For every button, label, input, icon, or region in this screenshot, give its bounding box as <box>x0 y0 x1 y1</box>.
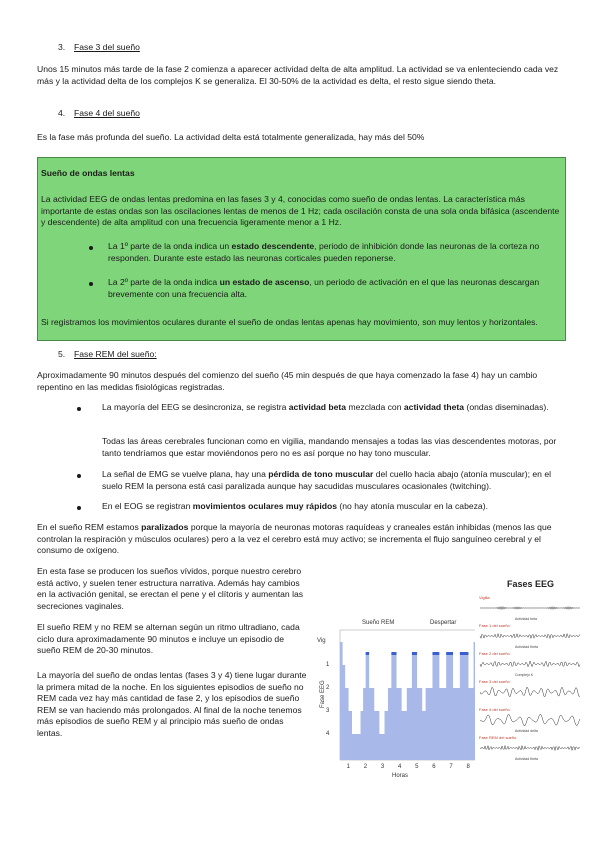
rem-bullet-2: La señal de EMG se vuelve plana, hay una pérdida de tono muscular del cuello hacia abajo (atonía muscular); en el suelo REM la persona está casi paralizada aunque hay sacudidas musculares ocasionales (twitching). <box>102 469 552 491</box>
eeg-row-sublabel: Actividad delta <box>515 729 538 733</box>
rem-para-4: La mayoría del sueño de ondas lentas (fases 3 y 4) tiene lugar durante la primera mitad de la noche. En los siguientes episodios de sueño no REM cada vez hay más cantidad de fase 2, y los episodios de sueño REM se van haciendo más prolongados. Al final de la noche tenemos más episodios de sueño REM y al principio más sueño de ondas lentas. <box>37 670 307 738</box>
tick-label: 1 <box>326 662 330 668</box>
rem-segment <box>366 652 369 655</box>
heading-title: Fase REM del sueño: <box>74 349 157 359</box>
eeg-row-sublabel: Actividad theta <box>515 757 538 761</box>
x-axis-label: Horas <box>392 773 409 779</box>
rem-para-1: En el sueño REM estamos paralizados porque la mayoría de neuronas motoras raquídeas y craneales están inhibidas (menos las que controlan la respiración y músculos oculares) pero a la vez el cerebro está muy activo; se incrementa el flujo sanguíneo cerebral y el consumo de oxígeno. <box>37 522 552 556</box>
rem-segment <box>432 652 439 655</box>
fase3-text: Unos 15 minutos más tarde de la fase 2 comienza a aparecer actividad delta de alta amplitud. La actividad se va enlenteciendo cada vez más y la actividad delta de los complejos K se generaliza. El 30-50% de la actividad es delta, el resto sigue siendo theta. <box>37 64 559 86</box>
rem-bullet-1-extra: Todas las áreas cerebrales funcionan como en vigilia, mandando mensajes a todas las vias descendentes motoras, por tanto tendríamos que estar moviéndonos pero no es así porque no hay tono muscular. <box>102 436 557 458</box>
tick-label: 3 <box>326 708 330 714</box>
heading-rem <box>58 349 157 361</box>
heading-fase4 <box>58 108 140 120</box>
eeg-row-sublabel: Complejo K <box>515 673 534 677</box>
heading-number: 4. <box>58 108 66 118</box>
rem-intro: Aproximadamente 90 minutos después del comienzo del sueño (45 min después de que haya comenzado la fase 4) hay un cambio repentino en las medidas fisiológicas registradas. <box>37 370 538 392</box>
wake-label: Despertar <box>430 620 457 626</box>
x-tick-label: 3 <box>380 764 385 770</box>
y-axis-label: Fase EEG <box>320 680 326 708</box>
rem-bullet-3: En el EOG se registran movimientos oculares muy rápidos (no hay atonía muscular en la cabeza). <box>102 501 488 511</box>
eeg-row-label: Fase REM del sueño <box>479 735 517 740</box>
heading-number: 5. <box>58 349 66 359</box>
box-bullet-1: La 1º parte de la onda indica un estado descendente, periodo de inhibición donde las neuronas de la corteza no responden. Durante este estado las neuronas corticales pueden reponerse. <box>108 241 540 263</box>
rem-label: Sueño REM <box>362 620 395 626</box>
eeg-row-label: Fase 1 del sueño <box>479 623 510 628</box>
eeg-row-label: Fase 3 del sueño <box>479 679 510 684</box>
eeg-title: Fases EEG <box>507 579 555 589</box>
rem-bullet-1: La mayoría del EEG se desincroniza, se registra actividad beta mezclada con actividad theta (ondas diseminadas). <box>102 402 549 412</box>
x-tick-label: 8 <box>466 764 470 770</box>
x-tick-label: 6 <box>432 764 436 770</box>
rem-segment <box>460 652 469 655</box>
tick-label: 2 <box>326 685 330 691</box>
fase4-text: Es la fase más profunda del sueño. La actividad delta está totalmente generalizada, hay más del 50% <box>37 132 425 142</box>
bullet-dot <box>77 506 81 510</box>
x-tick-label: 4 <box>397 764 402 770</box>
slow-wave-box <box>37 157 566 341</box>
box-intro: La actividad EEG de ondas lentas predomina en las fases 3 y 4, conocidas como sueño de ondas lentas. La característica más importante de estas ondas son las oscilaciones lentas de menos de 1 Hz; cada oscilación consta de una sola onda bifásica (ascendente y descendente) de alta amplitud con una frecuencia ligeramente menor a 1 Hz. <box>41 194 560 228</box>
eeg-row-label: Fase 2 del sueño <box>479 651 510 656</box>
eeg-row-label: Vigilia <box>479 595 490 600</box>
heading-number: 3. <box>58 42 66 52</box>
rem-segment <box>412 652 417 655</box>
rem-para-3: El sueño REM y no REM se alternan según un ritmo ultradiano, cada ciclo dura aproximadamente 90 minutos e incluye un episodio de sueño REM de 20-30 minutos. <box>37 622 300 656</box>
eeg-row-sublabel: Actividad theta <box>515 645 538 649</box>
x-tick-label: 7 <box>449 764 453 770</box>
bullet-dot <box>77 407 81 411</box>
bullet-dot <box>89 282 93 286</box>
eeg-row-sublabel: Actividad beta <box>515 617 537 621</box>
bullet-dot <box>89 246 93 250</box>
x-tick-label: 5 <box>415 764 419 770</box>
heading-title: Fase 3 del sueño <box>74 42 140 52</box>
box-bullet-2: La 2º parte de la onda indica un estado de ascenso, un periodo de activación en el que las neuronas descargan brevemente con una frecuencia alta. <box>108 277 540 299</box>
rem-segment <box>446 652 453 655</box>
x-tick-label: 1 <box>346 764 350 770</box>
box-closing: Si registramos los movimientos oculares durante el sueño de ondas lentas apenas hay movimiento, son muy lentos y horizontales. <box>41 317 538 327</box>
x-tick-label: 2 <box>363 764 368 770</box>
tick-label: Vig <box>317 638 326 644</box>
rem-para-2: En esta fase se producen los sueños vívidos, porque nuestro cerebro está activo, y suelen tener estructura narrativa. Además hay cambios en la activación genital, se erectan el pene y el clítoris y aumentan las secreciones vaginales. <box>37 566 304 611</box>
heading-fase3 <box>58 42 140 54</box>
rem-segment <box>391 652 396 655</box>
eeg-phases-figure <box>475 575 585 765</box>
bullet-dot <box>77 474 81 478</box>
tick-label: 4 <box>326 731 330 737</box>
hypnogram-chart <box>312 610 482 780</box>
box-title: Sueño de ondas lentas <box>41 168 135 178</box>
eeg-row-label: Fase 4 del sueño <box>479 707 510 712</box>
heading-title: Fase 4 del sueño <box>74 108 140 118</box>
